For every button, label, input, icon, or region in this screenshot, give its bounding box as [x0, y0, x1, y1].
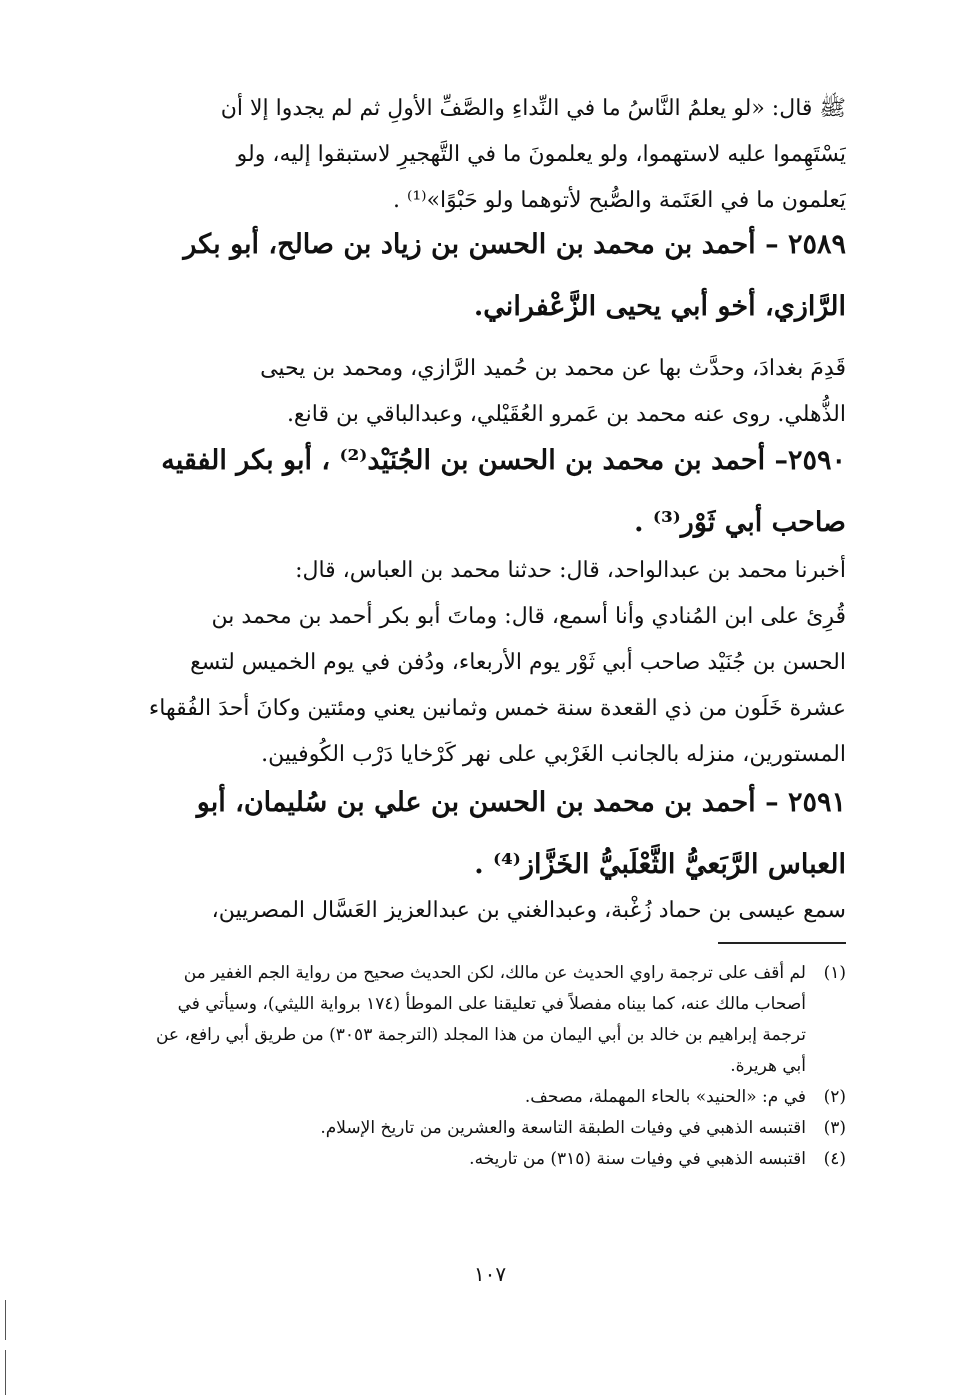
footnote-text: اقتبسه الذهبي في وفيات الطبقة التاسعة والعشرين من تاريخ الإسلام. — [320, 1118, 806, 1138]
heading-line: صاحب أبي ثَوْر⁽³⁾ . — [634, 507, 846, 538]
text-line: المستورين، منزله بالجانب الغَرْبي على نهر كَرْخايا دَرْب الكُوفيين. — [261, 742, 846, 767]
text-line: قُرِئ على ابن المُنادي وأنا أسمع، قال: وماتَ أبو بكر أحمد بن محمد بن — [211, 604, 846, 629]
footnote-text: في م: «الحنيد» بالحاء المهملة، مصحف. — [524, 1087, 806, 1107]
footnote-item — [134, 958, 846, 1082]
footnote-text: اقتبسه الذهبي في وفيات سنة (٣١٥) من تاريخه. — [469, 1149, 806, 1169]
entry-heading-2591 — [134, 772, 846, 896]
heading-line: الرَّازي، أخو أبي يحيى الزَّعْفراني. — [473, 291, 846, 322]
hadith-paragraph — [134, 86, 846, 224]
page-number: ١٠٧ — [473, 1262, 507, 1286]
footnote-number: (١) — [823, 963, 846, 983]
heading-line: ٢٥٨٩ – أحمد بن محمد بن الحسن بن زياد بن صالح، أبو بكر — [183, 229, 846, 260]
footnote-number: (٤) — [823, 1149, 846, 1169]
text-line: سمع عيسى بن حماد زُغْبة، وعبدالغني بن عبدالعزيز العَسَّال المصريين، — [211, 898, 846, 923]
footnote-item — [134, 1082, 846, 1113]
text-line: قَدِمَ بغدادَ، وحدَّث بها عن محمد بن حُميد الرَّازي، ومحمد بن يحيى — [260, 356, 846, 381]
footnote-text: لم أقف على ترجمة راوي الحديث عن مالك، لكن الحديث صحيح من رواية الجم الغفير من أصحاب مالك عنه، كما بيناه مفصلاً في تعليقنا على الموطأ (١٧٤ برواية الليثي)، وسيأتي في ترجمة إبراهيم بن خالد بن أبي اليمان من هذا المجلد (الترجمة ٣٠٥٣) من طريق أبي رافع، عن أبي هريرة. — [155, 963, 806, 1076]
footnotes — [134, 958, 846, 1175]
entry-body-2590 — [134, 548, 846, 778]
text-line: يَعلمون ما في العَتَمة والصُّبح لأتوهما ولو حَبْوًا»⁽¹⁾ . — [392, 188, 846, 213]
footnote-item — [134, 1144, 846, 1175]
text-line: الحسن بن جُنَيْد صاحب أبي ثَوْر يوم الأربعاء، ودُفن في يوم الخميس لتسع — [190, 650, 846, 675]
entry-heading-2589 — [134, 214, 846, 338]
text-line: يَسْتَهِموا عليه لاستهموا، ولو يعلمونَ ما في التَّهجيرِ لاستبقوا إليه، ولو — [236, 142, 846, 167]
footnote-number: (٢) — [823, 1087, 846, 1107]
entry-body-2589 — [134, 346, 846, 438]
scan-edge-mark — [5, 1350, 6, 1395]
heading-line: ٢٥٩٠– أحمد بن محمد بن الحسن بن الجُنَيْد⁽²⁾ ، أبو بكر الفقيه — [161, 445, 846, 476]
heading-line: ٢٥٩١ – أحمد بن محمد بن الحسن بن علي بن سُليمان، أبو — [196, 787, 846, 818]
scan-edge-mark — [5, 1300, 6, 1340]
entry-body-2591 — [134, 888, 846, 934]
text-line: الذُّهلي. روى عنه محمد بن عَمرو العُقَيْلي، وعبدالباقي بن قانع. — [286, 402, 846, 427]
text-line: عشرة خَلَون من ذي القعدة سنة خمس وثمانين يعني ومئتين وكانَ أحدَ الفُقهاء — [148, 696, 846, 721]
entry-heading-2590 — [134, 430, 846, 554]
footnote-number: (٣) — [823, 1118, 846, 1138]
footnote-divider — [718, 942, 846, 944]
text-line: ﷺ قال: «لو يعلمُ النَّاسُ ما في النِّداءِ والصَّفِّ الأولِ ثم لم يجدوا إلا أن — [220, 96, 846, 121]
text-line: أخبرنا محمد بن عبدالواحد، قال: حدثنا محمد بن العباس، قال: — [295, 558, 846, 583]
footnote-item — [134, 1113, 846, 1144]
heading-line: العباس الرَّبَعيُّ الثَّعْلَبيُّ الخَزَّاز⁽⁴⁾ . — [474, 849, 846, 880]
